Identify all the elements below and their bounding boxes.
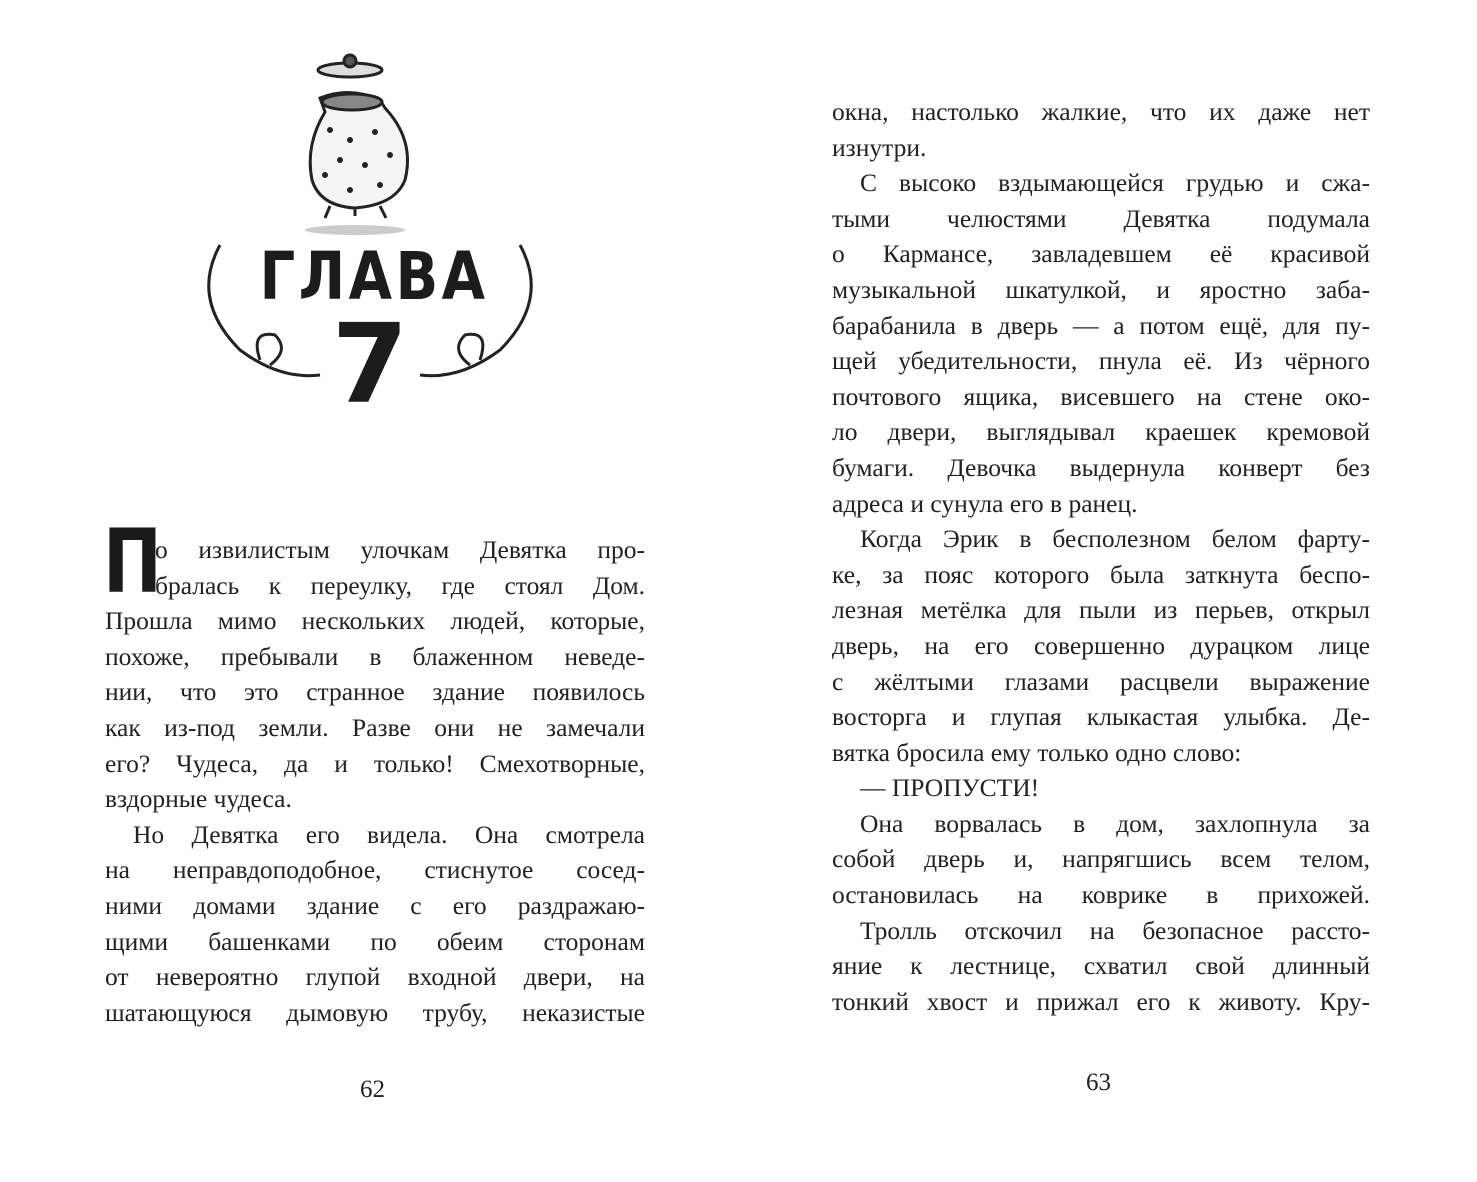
text-line: музыкальной шкатулкой, и яростно заба-	[832, 274, 1370, 304]
chapter-label: ГЛАВА	[259, 238, 489, 315]
text-line: щей убедительности, пнула её. Из чёрного	[832, 346, 1370, 376]
text-line: ними домами здание с его раздражаю-	[105, 890, 645, 920]
text-line: бумаги. Девочка выдернула конверт без	[832, 452, 1370, 482]
text-line: вздорные чудеса.	[105, 784, 292, 814]
text-line: окна, настолько жалкие, что их даже нет	[832, 97, 1370, 126]
text-line: его? Чудеса, да и только! Смехотворные,	[105, 748, 645, 778]
pot-icon	[305, 55, 408, 235]
page-number-right: 63	[1086, 1069, 1111, 1096]
text-line: ке, за пояс которого была заткнута беспо-	[832, 559, 1370, 589]
left-page-text	[105, 532, 645, 1030]
text-line: лезная метёлка для пыли из перьев, открыл	[832, 595, 1370, 625]
text-line: тонкий хвост и прижал его к животу. Кру-	[832, 986, 1370, 1016]
text-line: о извилистым улочкам Девятка про-	[155, 535, 645, 564]
text-line: Тролль отскочил на безопасное рассто-	[860, 915, 1370, 945]
right-page-text	[832, 94, 1370, 1019]
text-line: от невероятно глупой входной двери, на	[105, 962, 645, 992]
text-line: почтового ящика, висевшего на стене око-	[832, 381, 1370, 411]
text-line: Но Девятка его видела. Она смотрела	[133, 819, 645, 849]
text-line: бралась к переулку, где стоял Дом.	[155, 570, 645, 600]
text-line: яние к лестнице, схватил свой длинный	[832, 951, 1370, 981]
text-line: щими башенками по обеим сторонам	[105, 926, 645, 956]
text-line: барабанила в дверь — а потом ещё, для пу-	[832, 310, 1370, 340]
text-line: о Кармансе, завладевшем её красивой	[832, 239, 1370, 269]
text-line: шатающуюся дымовую трубу, неказистые	[105, 997, 645, 1027]
text-line: Когда Эрик в бесполезном белом фарту-	[860, 524, 1370, 554]
chapter-number: 7	[331, 300, 409, 428]
text-line: тыми челюстями Девятка подумала	[832, 203, 1370, 233]
text-line: изнутри.	[832, 132, 927, 162]
text-line: восторга и глупая клыкастая улыбка. Де-	[832, 702, 1370, 732]
text-line: как из-под земли. Разве они не замечали	[105, 712, 645, 742]
text-line: — ПРОПУСТИ!	[860, 773, 1040, 803]
text-line: на неправдоподобное, стиснутое сосед-	[105, 855, 645, 885]
text-line: с жёлтыми глазами расцвели выражение	[832, 666, 1370, 696]
text-line: ло двери, выглядывал краешек кремовой	[832, 417, 1370, 447]
text-line: нии, что это странное здание появилось	[105, 677, 645, 707]
text-line: адреса и сунула его в ранец.	[832, 488, 1138, 518]
text-line: Прошла мимо нескольких людей, которые,	[105, 606, 645, 636]
text-line: собой дверь и, напрягшись всем телом,	[832, 844, 1370, 874]
text-line: дверь, на его совершенно дурацком лице	[832, 630, 1370, 660]
text-line: вятка бросила ему только одно слово:	[832, 737, 1242, 767]
drop-cap: П	[103, 510, 162, 613]
text-line: остановилась на коврике в прихожей.	[832, 880, 1370, 910]
page-number-left: 62	[360, 1076, 385, 1103]
text-line: похоже, пребывали в блаженном неведе-	[105, 641, 645, 671]
text-line: Она ворвалась в дом, захлопнула за	[860, 808, 1370, 838]
text-line: С высоко вздымающейся грудью и сжа-	[860, 168, 1370, 198]
